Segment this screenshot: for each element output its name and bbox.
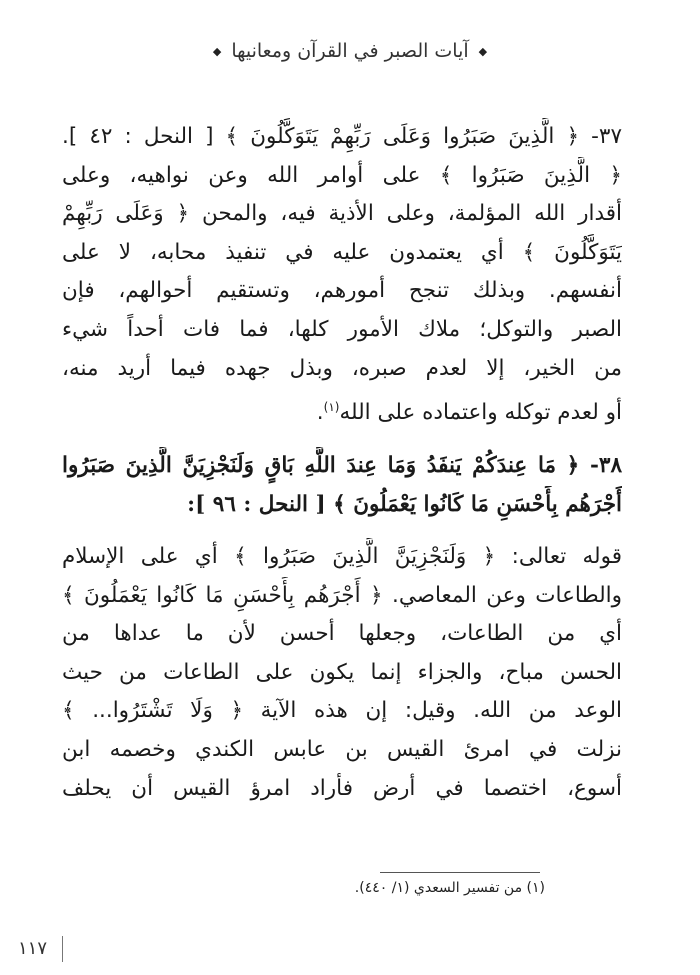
header-title: آيات الصبر في القرآن ومعانيها bbox=[231, 40, 469, 62]
text-line: يَتَوَكَّلُونَ ﴾ أي يعتمدون عليه في تنفيذ محابه، لا على bbox=[62, 239, 622, 265]
text-line: والطاعات وعن المعاصي. ﴿ أَجْرَهُم بِأَحْسَنِ مَا كَانُوا يَعْمَلُونَ ﴾ bbox=[62, 582, 622, 608]
paragraph-gap bbox=[62, 433, 622, 447]
page-number-divider bbox=[62, 936, 63, 962]
text-line: الصبر والتوكل؛ ملاك الأمور كلها، فما فات أحداً شيء bbox=[62, 316, 622, 342]
text-line-content: أو لعدم توكله واعتماده على الله bbox=[339, 400, 622, 426]
header-ornament-icon: ◆ bbox=[478, 45, 488, 58]
text-line: أنفسهم. وبذلك تنجح أمورهم، وتستقيم أحوالهم، فإن bbox=[62, 278, 622, 304]
text-line: الوعد من الله. وقيل: إن هذه الآية ﴿ وَلَا تَشْتَرُوا... ﴾ bbox=[62, 698, 622, 724]
text-line: من الخير، إلا لعدم صبره، وبذل جهده فيما أريد منه، bbox=[62, 355, 622, 381]
header-ornament-icon: ◆ bbox=[212, 45, 222, 58]
text-line: أسوع، اختصما في أرض فأراد امرؤ القيس أن يحلف bbox=[62, 775, 622, 801]
text-line: قوله تعالى: ﴿ وَلَنَجْزِيَنَّ الَّذِينَ صَبَرُوا ﴾ أي على الإسلام bbox=[62, 544, 622, 570]
body-text bbox=[62, 118, 622, 808]
page-number: ١١٧ bbox=[18, 938, 48, 959]
footnote-reference: (١) bbox=[323, 400, 340, 415]
sentence-end: . bbox=[316, 400, 324, 426]
text-line: ٣٧- ﴿ الَّذِينَ صَبَرُوا وَعَلَى رَبِّهِمْ يَتَوَكَّلُونَ ﴾ [ النحل : ٤٢ ]. bbox=[62, 124, 622, 149]
footnote: (١) من تفسير السعدي (١/ ٤٤٠). bbox=[354, 880, 545, 896]
text-line: ﴿ الَّذِينَ صَبَرُوا ﴾ على أوامر الله وعن نواهيه، وعلى bbox=[62, 162, 622, 188]
paragraph-gap bbox=[62, 524, 622, 538]
text-line: أَجْرَهُم بِأَحْسَنِ مَا كَانُوا يَعْمَلُونَ ﴾ [ النحل : ٩٦ ]: bbox=[187, 491, 622, 517]
text-line: ٣٨- ﴿ مَا عِندَكُمْ يَنفَدُ وَمَا عِندَ اللَّهِ بَاقٍ وَلَنَجْزِيَنَّ الَّذِينَ صَبَرُوا bbox=[62, 452, 622, 478]
text-line bbox=[62, 388, 622, 433]
text-line: الحسن مباح، والجزاء إنما يكون على الطاعات من حيث bbox=[62, 659, 622, 685]
footnote-divider bbox=[380, 872, 540, 873]
text-line: أقدار الله المؤلمة، وعلى الأذية فيه، والمحن ﴿ وَعَلَى رَبِّهِمْ bbox=[62, 201, 622, 227]
text-line: أي من الطاعات، وجعلها أحسن لأن ما عداها من bbox=[62, 621, 622, 647]
running-header bbox=[0, 40, 700, 62]
text-line: نزلت في امرئ القيس بن عابس الكندي وخصمه ابن bbox=[62, 737, 622, 763]
